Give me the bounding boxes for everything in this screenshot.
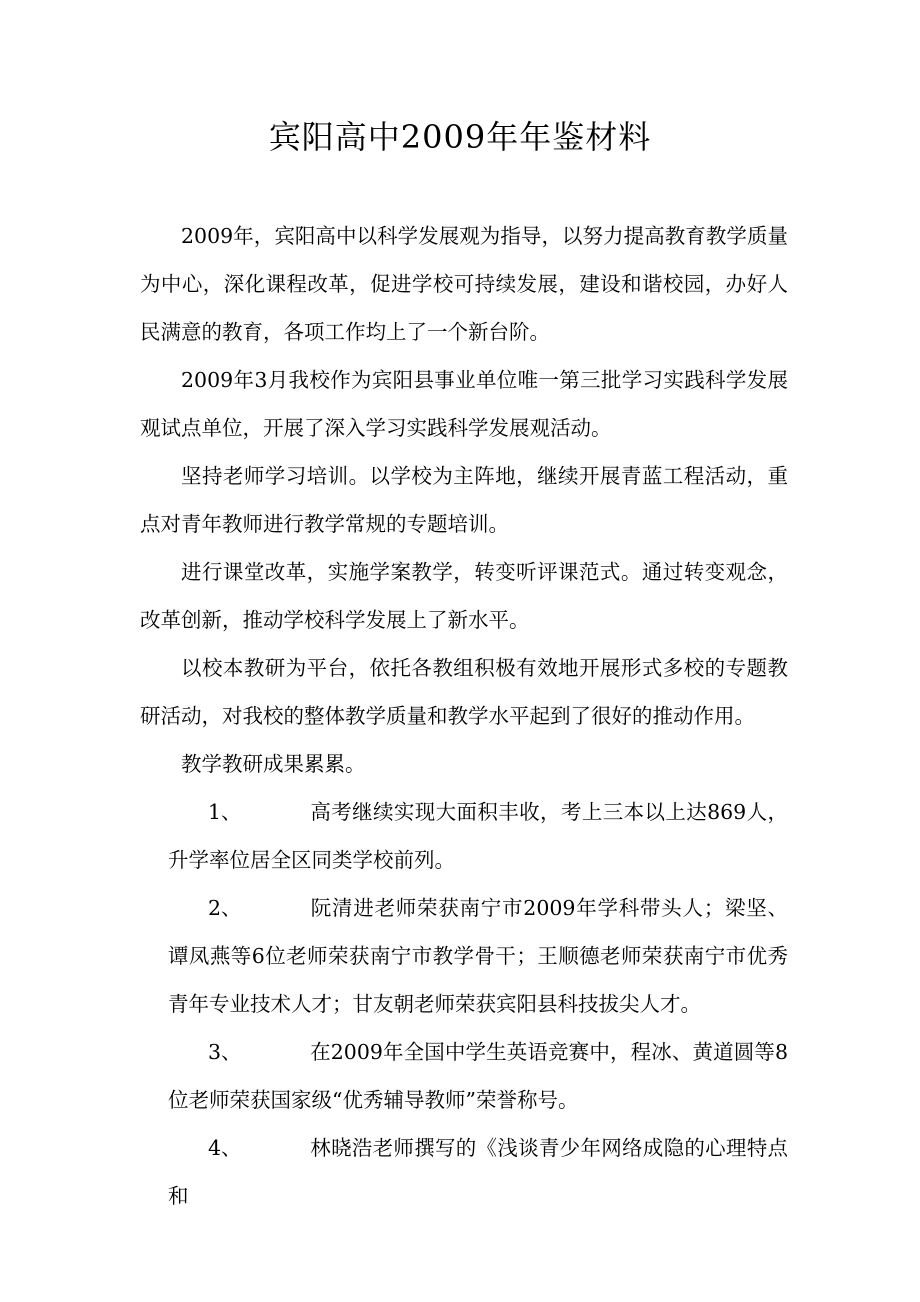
paragraph-classroom-reform: 进行课堂改革，实施学案教学，转变听评课范式。通过转变观念，改革创新，推动学校科学发展上了新水平。 [140,560,788,632]
paragraph-pilot-unit: 2009年3月我校作为宾阳县事业单位唯一第三批学习实践科学发展观试点单位，开展了深入学习实践科学发展观活动。 [140,368,788,440]
list-item [168,884,788,1028]
document-title: 宾阳高中2009年年鉴材料 [268,118,652,156]
list-item-number: 2、 [208,896,242,920]
list-item-text: 林晓浩老师撰写的《浅谈青少年网络成隐的心理特点和 [168,1136,788,1208]
list-item-number: 3、 [208,1040,242,1064]
list-item-text: 高考继续实现大面积丰收，考上三本以上达869人，升学率位居全区同类学校前列。 [168,800,788,872]
list-item [168,788,788,884]
list-item-number: 1、 [208,800,242,824]
paragraph-teacher-training: 坚持老师学习培训。以学校为主阵地，继续开展青蓝工程活动，重点对青年教师进行教学常规的专题培训。 [140,464,788,536]
list-item [168,1028,788,1124]
list-item-text: 阮清进老师荣获南宁市2009年学科带头人；梁坚、谭凤燕等6位老师荣获南宁市教学骨干；王顺德老师荣获南宁市优秀青年专业技术人才；甘友朝老师荣获宾阳县科技拔尖人才。 [168,896,788,1016]
paragraph-achievements-heading: 教学教研成果累累。 [181,752,366,776]
paragraph-intro: 2009年，宾阳高中以科学发展观为指导，以努力提高教育教学质量为中心，深化课程改革，促进学校可持续发展，建设和谐校园，办好人民满意的教育，各项工作均上了一个新台阶。 [140,224,788,344]
paragraph-school-research: 以校本教研为平台，依托各教组积极有效地开展形式多校的专题教研活动，对我校的整体教学质量和教学水平起到了很好的推动作用。 [140,656,788,728]
list-item-number: 4、 [208,1136,242,1160]
list-item-text: 在2009年全国中学生英语竞赛中，程冰、黄道圆等8位老师荣获国家级“优秀辅导教师”荣誉称号。 [168,1040,788,1112]
list-item [168,1124,788,1220]
